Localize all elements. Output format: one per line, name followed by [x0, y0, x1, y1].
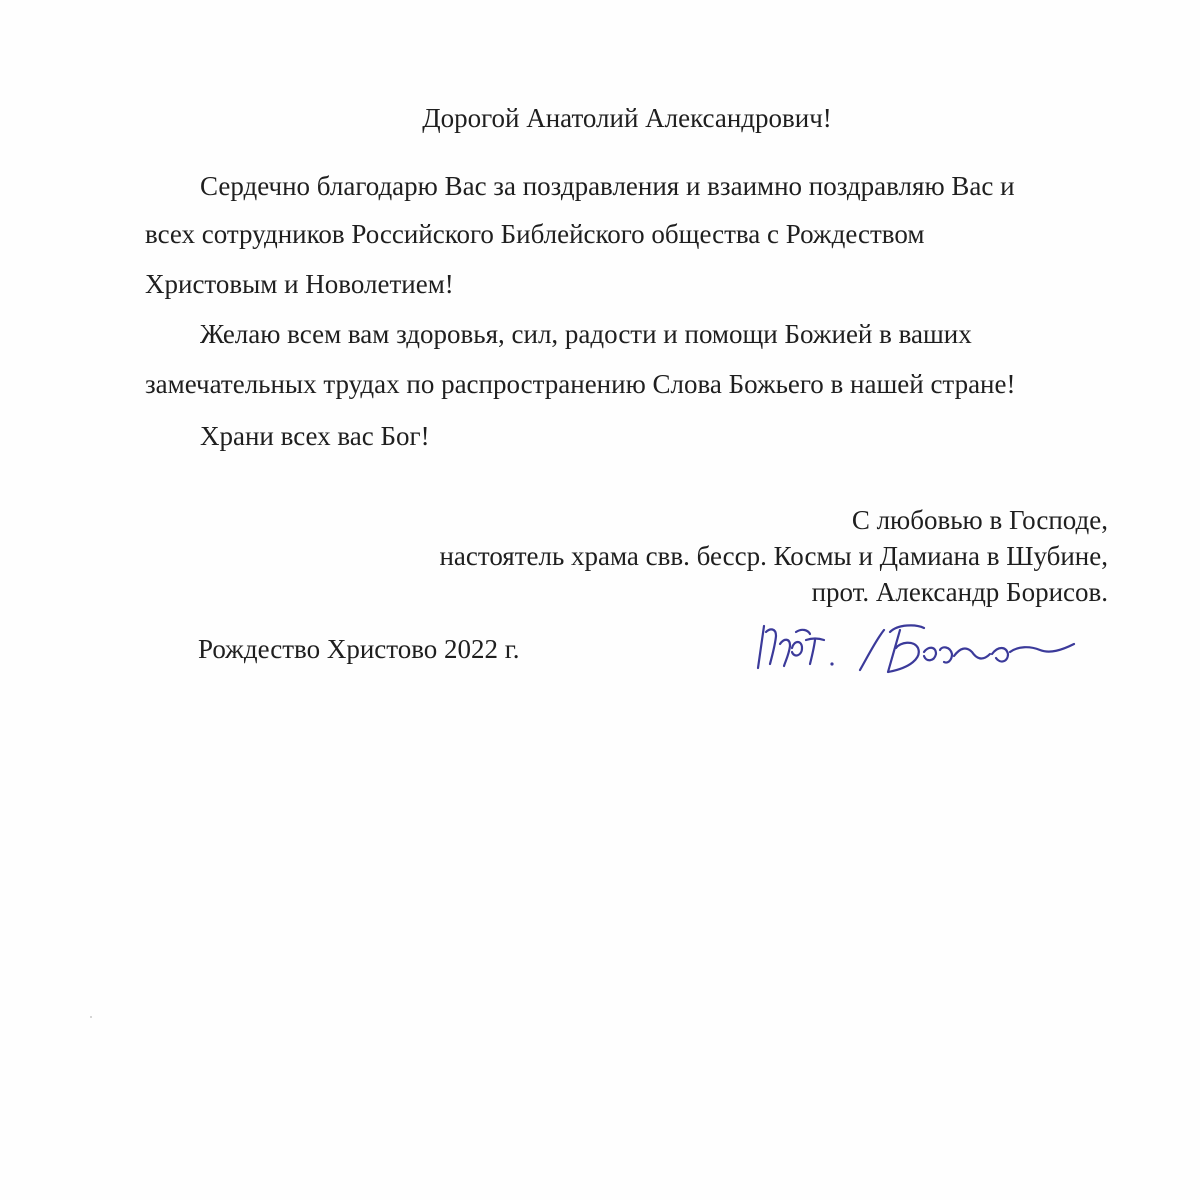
paragraph-2-line-1: Желаю всем вам здоровья, сил, радости и помощи Божией в ваших [200, 319, 972, 349]
closing-block [439, 502, 1108, 610]
paper-speck [90, 1016, 92, 1018]
paragraph-2-line-2: замечательных трудах по распространению Слова Божьего в нашей стране! [145, 369, 1016, 399]
paragraph-1-line-2: всех сотрудников Российского Библейского общества с Рождеством [145, 219, 925, 249]
paragraph-1-line-1: Сердечно благодарю Вас за поздравления и взаимно поздравляю Вас и [200, 171, 1015, 201]
closing-line-3: прот. Александр Борисов. [811, 577, 1108, 607]
handwritten-signature-icon [740, 610, 1100, 690]
paragraph-1-line-3: Христовым и Новолетием! [145, 269, 454, 299]
closing-line-1: С любовью в Господе, [851, 505, 1108, 535]
greeting: Дорогой Анатолий Александрович! [422, 103, 832, 133]
paragraph-3: Храни всех вас Бог! [200, 421, 430, 451]
closing-line-2: настоятель храма свв. бесср. Космы и Дамиана в Шубине, [439, 541, 1108, 571]
date-line: Рождество Христово 2022 г. [198, 634, 520, 664]
